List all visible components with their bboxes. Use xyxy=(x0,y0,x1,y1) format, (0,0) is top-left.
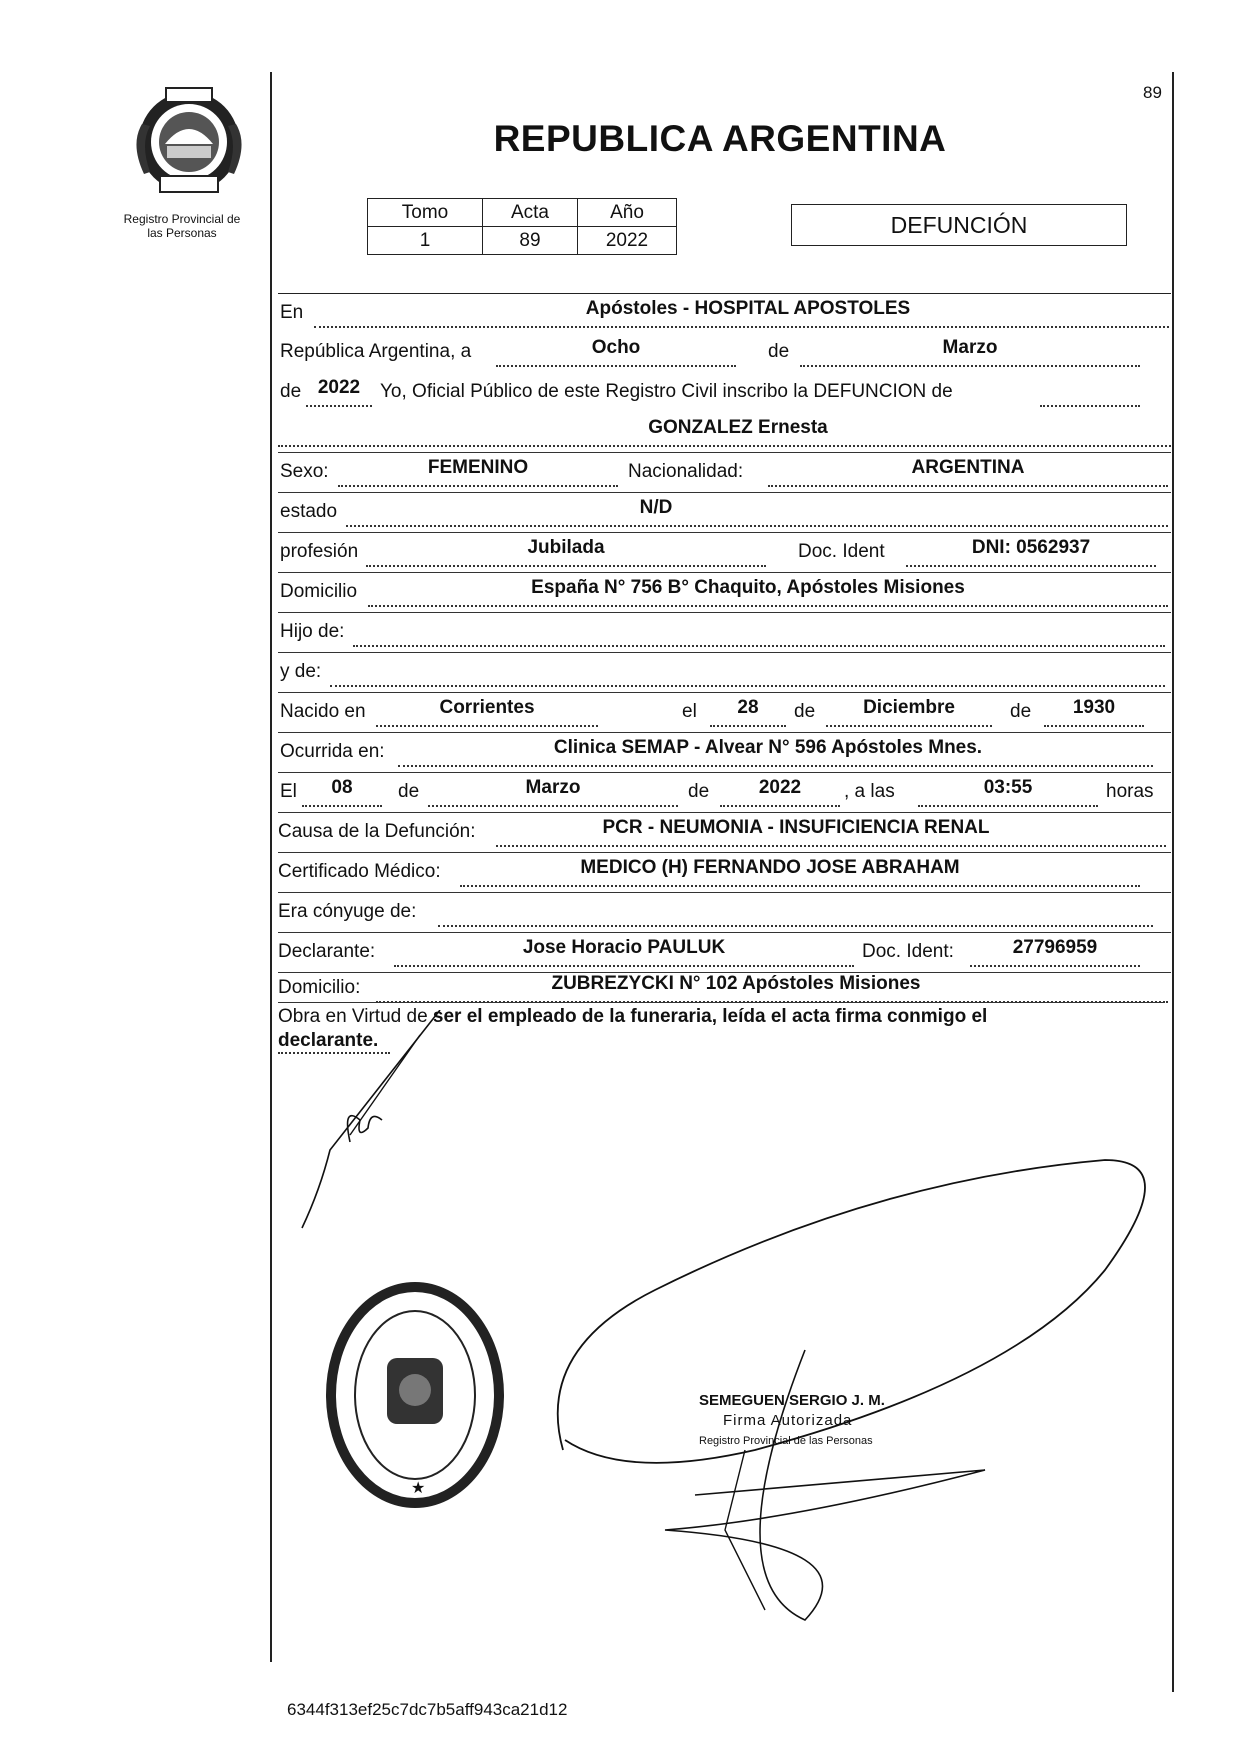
declarante-doc-value: 27796959 xyxy=(1012,937,1098,958)
ocurrida-value: Clinica SEMAP - Alvear N° 596 Apóstoles Mnes. xyxy=(553,737,983,758)
row-inscribo xyxy=(278,373,1171,409)
label-nacionalidad: Nacionalidad: xyxy=(628,461,744,482)
label-estado: estado xyxy=(280,501,338,522)
label-doc-ident-2: Doc. Ident: xyxy=(862,941,954,962)
day-words-value: Ocho xyxy=(591,337,641,358)
certificado-value: MEDICO (H) FERNANDO JOSE ABRAHAM xyxy=(580,857,960,878)
fecha-anio-value: 2022 xyxy=(758,777,802,798)
label-hijo: Hijo de: xyxy=(280,621,345,642)
nacido-mes-value: Diciembre xyxy=(863,697,955,718)
registry-line-1: Registro Provincial de xyxy=(123,212,241,226)
page-title: REPUBLICA ARGENTINA xyxy=(493,118,947,159)
seal-stamp xyxy=(325,1280,505,1510)
row-causa xyxy=(278,812,1171,849)
label-horas: horas xyxy=(1106,781,1154,802)
row-y-de xyxy=(278,652,1171,689)
label-de-year: de xyxy=(280,381,302,402)
row-conyuge xyxy=(278,892,1171,929)
document-hash: 6344f313ef25c7dc7b5aff943ca21d12 xyxy=(287,1700,568,1719)
row-ocurrida xyxy=(278,732,1171,769)
label-a-las: , a las xyxy=(844,781,895,802)
nacionalidad-value: ARGENTINA xyxy=(911,457,1025,478)
row-nacido xyxy=(278,692,1171,729)
row-profesion xyxy=(278,532,1171,569)
label-de-fecha-mes: de xyxy=(398,781,420,802)
label-de: de xyxy=(768,341,790,362)
official-name: SEMEGUEN SERGIO J. M. xyxy=(699,1392,885,1409)
declarante-domicilio-value: ZUBREZYCKI N° 102 Apóstoles Misiones xyxy=(551,973,921,994)
label-y-de: y de: xyxy=(280,661,322,682)
value-acta: 89 xyxy=(483,227,578,255)
nacido-dia-value: 28 xyxy=(737,697,759,718)
label-el: el xyxy=(682,701,697,722)
obra-end: declarante. xyxy=(278,1030,379,1051)
domicilio-value: España N° 756 B° Chaquito, Apóstoles Misiones xyxy=(531,577,965,598)
row-fecha-defuncion xyxy=(278,772,1171,809)
label-domicilio: Domicilio xyxy=(280,581,358,602)
label-en: En xyxy=(280,302,304,323)
label-doc-ident: Doc. Ident xyxy=(798,541,885,562)
record-table xyxy=(367,198,677,255)
label-ocurrida: Ocurrida en: xyxy=(280,741,385,762)
row-domicilio-declarante xyxy=(278,972,1171,1005)
label-conyuge: Era cónyuge de: xyxy=(278,901,417,922)
registry-line-2: las Personas xyxy=(147,226,217,240)
place-value: Apóstoles - HOSPITAL APOSTOLES xyxy=(585,298,911,319)
profesion-value: Jubilada xyxy=(527,537,605,558)
row-declarante xyxy=(278,932,1171,969)
official-office: Registro Provincial de las Personas xyxy=(699,1435,873,1447)
row-sexo xyxy=(278,452,1171,489)
row-certificado xyxy=(278,852,1171,889)
label-republica: República Argentina, a xyxy=(280,341,472,362)
sexo-value: FEMENINO xyxy=(427,457,529,478)
value-tomo: 1 xyxy=(368,227,483,255)
label-de-nacido-anio: de xyxy=(1010,701,1032,722)
hora-value: 03:55 xyxy=(983,777,1033,798)
value-anio: 2022 xyxy=(578,227,677,255)
registry-caption xyxy=(102,212,262,240)
official-signature xyxy=(545,1150,1185,1630)
declarant-signature xyxy=(290,1010,460,1240)
svg-text:★: ★ xyxy=(411,1478,426,1497)
label-causa: Causa de la Defunción: xyxy=(278,821,476,842)
label-certificado: Certificado Médico: xyxy=(278,861,441,882)
doc-ident-value: DNI: 0562937 xyxy=(971,537,1091,558)
record-type-box: DEFUNCIÓN xyxy=(791,204,1127,246)
inscribo-text: Yo, Oficial Público de este Registro Civil inscribo la DEFUNCION de xyxy=(380,381,953,402)
label-el-cap: El xyxy=(280,781,297,802)
row-estado xyxy=(278,492,1171,529)
row-en xyxy=(278,293,1171,330)
label-nacido: Nacido en xyxy=(280,701,366,722)
label-profesion: profesión xyxy=(280,541,359,562)
fecha-mes-value: Marzo xyxy=(525,777,581,798)
declarante-value: Jose Horacio PAULUK xyxy=(522,937,726,958)
obra-text: ser el empleado de la funeraria, leída el acta firma conmigo el xyxy=(432,1006,988,1027)
label-de-nacido-mes: de xyxy=(794,701,816,722)
row-domicilio xyxy=(278,572,1171,609)
row-hijo xyxy=(278,612,1171,649)
official-stamp xyxy=(699,1391,885,1451)
row-nombre xyxy=(278,413,1171,449)
estado-value: N/D xyxy=(639,497,673,518)
record-table-value-row xyxy=(368,227,677,255)
fecha-dia-value: 08 xyxy=(331,777,353,798)
record-table-header-row xyxy=(368,199,677,227)
nacido-anio-value: 1930 xyxy=(1072,697,1116,718)
causa-value: PCR - NEUMONIA - INSUFICIENCIA RENAL xyxy=(602,817,990,838)
left-border-line xyxy=(270,72,272,1662)
year-value: 2022 xyxy=(317,377,361,398)
label-declarante: Declarante: xyxy=(278,941,376,962)
header-acta: Acta xyxy=(483,199,578,227)
row-fecha xyxy=(278,333,1171,369)
nacido-lugar-value: Corrientes xyxy=(439,697,535,718)
label-sexo: Sexo: xyxy=(280,461,329,482)
obra-prefix: Obra en Virtud de xyxy=(278,1006,428,1027)
header-anio: Año xyxy=(578,199,677,227)
month-value: Marzo xyxy=(942,337,998,358)
page-number: 89 xyxy=(1143,83,1162,102)
official-role: Firma Autorizada xyxy=(723,1412,853,1429)
header-tomo: Tomo xyxy=(368,199,483,227)
label-de-fecha-anio: de xyxy=(688,781,710,802)
label-domicilio-2: Domicilio: xyxy=(278,977,361,998)
deceased-name: GONZALEZ Ernesta xyxy=(648,417,828,438)
